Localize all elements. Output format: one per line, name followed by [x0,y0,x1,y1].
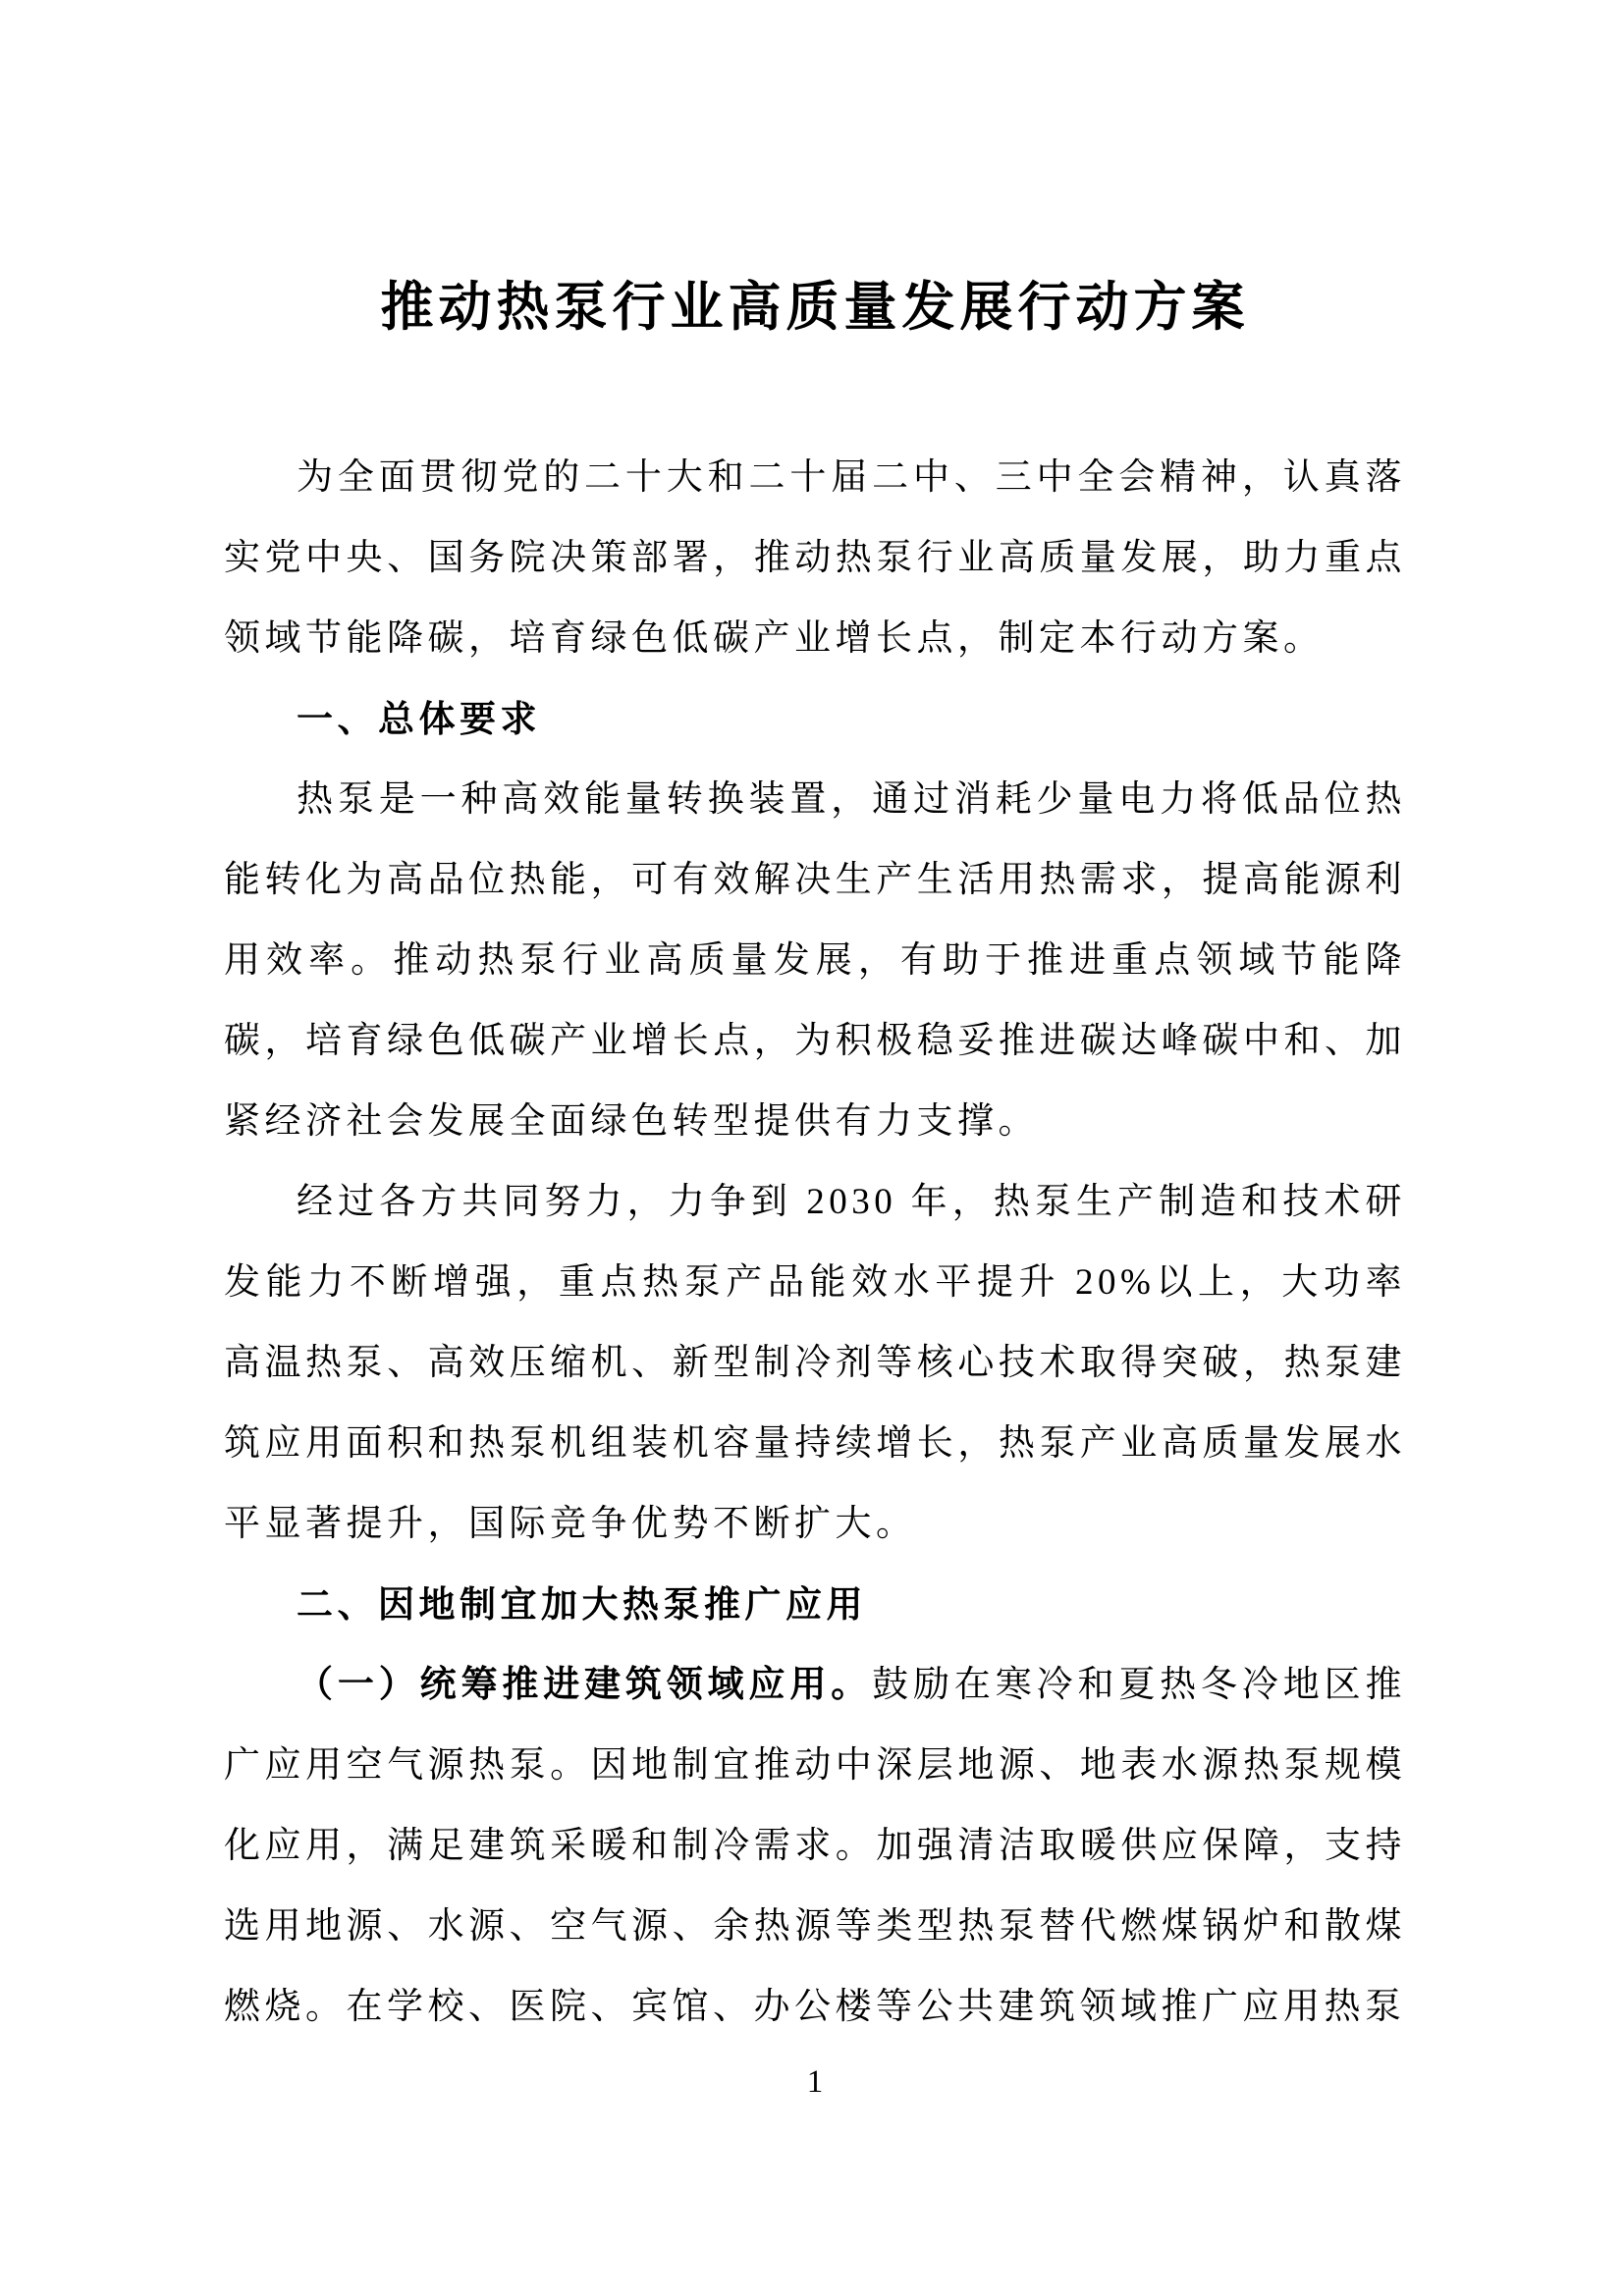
section-1-heading: 一、总体要求 [297,699,541,739]
section-1-paragraph-2: 经过各方共同努力，力争到 2030 年，热泵生产制造和技术研发能力不断增强，重点热泵产品能效水平提升 20%以上，大功率高温热泵、高效压缩机、新型制冷剂等核心技术取得突破，热泵建筑应用面积和热泵机组装机容量持续增长，热泵产业高质量发展水平显著提升，国际竞争优势不断扩大。 [224,1182,1406,1544]
paragraph-lead: （一）统筹推进建筑领域应用。 [297,1665,873,1705]
section-2-paragraph-1 [224,1645,1406,2048]
document-title: 推动热泵行业高质量发展行动方案 [380,278,1250,337]
paragraph-body: 鼓励在寒冷和夏热冬冷地区推广应用空气源热泵。因地制宜推动中深层地源、地表水源热泵规模化应用，满足建筑采暖和制冷需求。加强清洁取暖供应保障，支持选用地源、水源、空气源、余热源等类型热泵替代燃煤锅炉和散煤燃烧。在学校、医院、宾馆、办公楼等公共建筑领域推广应用热泵 [224,1665,1407,2027]
intro-paragraph: 为全面贯彻党的二十大和二十届二中、三中全会精神，认真落实党中央、国务院决策部署，推动热泵行业高质量发展，助力重点领域节能降碳，培育绿色低碳产业增长点，制定本行动方案。 [224,457,1406,659]
section-1-paragraph-1: 热泵是一种高效能量转换装置，通过消耗少量电力将低品位热能转化为高品位热能，可有效解决生产生活用热需求，提高能源利用效率。推动热泵行业高质量发展，有助于推进重点领域节能降碳，培育绿色低碳产业增长点，为积极稳妥推进碳达峰碳中和、加紧经济社会发展全面绿色转型提供有力支撑。 [224,779,1406,1142]
section-2-heading: 二、因地制宜加大热泵推广应用 [297,1584,867,1625]
page-number: 1 [806,2064,824,2100]
